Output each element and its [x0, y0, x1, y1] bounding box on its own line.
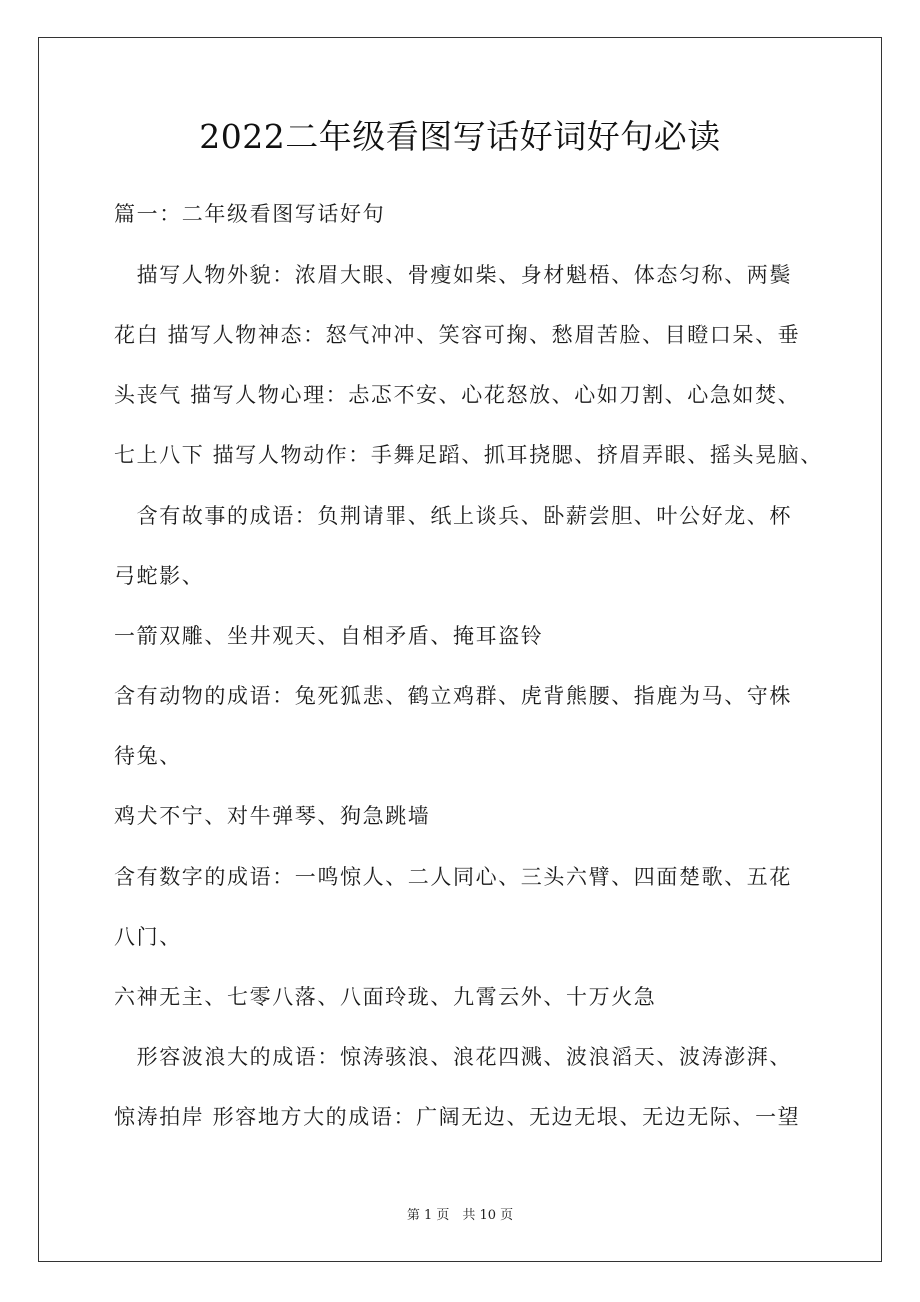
text-line-3: 头丧气 描写人物心理：忐忑不安、心花怒放、心如刀割、心急如焚、: [114, 383, 801, 407]
page-footer: 第 1 页 共 10 页: [406, 1208, 514, 1223]
text-line-2: 花白 描写人物神态：怒气冲冲、笑容可掬、愁眉苦脸、目瞪口呆、垂: [114, 323, 801, 347]
text-line-4: 七上八下 描写人物动作：手舞足蹈、抓耳挠腮、挤眉弄眼、摇头晃脑、: [114, 443, 823, 467]
text-line-9: 待兔、: [114, 744, 182, 768]
text-line-14: 形容波浪大的成语：惊涛骇浪、浪花四溅、波浪滔天、波涛澎湃、: [114, 1045, 792, 1069]
text-line-7: 一箭双雕、坐井观天、自相矛盾、掩耳盗铃: [114, 624, 544, 648]
section-heading: 篇一：二年级看图写话好句: [114, 202, 386, 226]
document-title: 2022二年级看图写话好词好句必读: [199, 117, 721, 156]
text-line-10: 鸡犬不宁、对牛弹琴、狗急跳墙: [114, 804, 431, 828]
text-line-13: 六神无主、七零八落、八面玲珑、九霄云外、十万火急: [114, 985, 657, 1009]
text-line-12: 八门、: [114, 925, 182, 949]
text-line-6: 弓蛇影、: [114, 564, 205, 588]
text-line-8: 含有动物的成语：兔死狐悲、鹤立鸡群、虎背熊腰、指鹿为马、守株: [114, 684, 792, 708]
text-line-15: 惊涛拍岸 形容地方大的成语：广阔无边、无边无垠、无边无际、一望: [114, 1105, 801, 1129]
text-line-1: 描写人物外貌：浓眉大眼、骨瘦如柴、身材魁梧、体态匀称、两鬓: [114, 263, 792, 287]
text-line-11: 含有数字的成语：一鸣惊人、二人同心、三头六臂、四面楚歌、五花: [114, 865, 792, 889]
text-line-5: 含有故事的成语：负荆请罪、纸上谈兵、卧薪尝胆、叶公好龙、杯: [114, 504, 792, 528]
